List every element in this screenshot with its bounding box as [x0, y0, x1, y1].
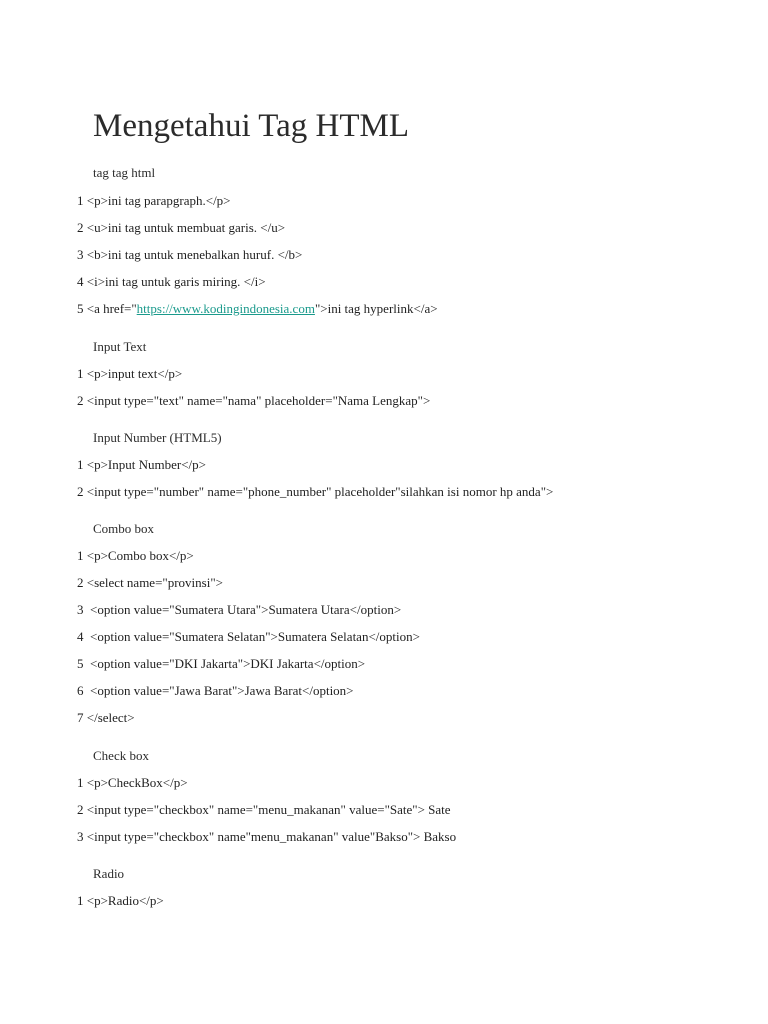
section-label-radio: Radio: [93, 866, 125, 881]
code-line: [77, 802, 451, 818]
code-text: <u>ini tag untuk membuat garis. </u>: [86, 220, 286, 235]
code-line: [77, 775, 188, 791]
code-line: [77, 220, 285, 236]
code-text: ">ini tag hyperlink</a>: [314, 301, 438, 316]
line-number: 4: [77, 274, 84, 289]
code-line: [77, 301, 438, 317]
line-number: 2: [77, 393, 84, 408]
code-text: <input type="text" name="nama" placeholder="Nama Lengkap">: [86, 393, 431, 408]
line-number: 3: [77, 247, 84, 262]
code-text: <p>CheckBox</p>: [86, 775, 188, 790]
hyperlink[interactable]: https://www.kodingindonesia.com: [136, 301, 315, 316]
code-text: <input type="checkbox" name="menu_makanan" value="Sate"> Sate: [86, 802, 451, 817]
code-text: <input type="number" name="phone_number" placeholder"silahkan isi nomor hp anda">: [86, 484, 554, 499]
line-number: 1: [77, 893, 84, 908]
section-label-input-text: Input Text: [93, 339, 147, 354]
page-title: Mengetahui Tag HTML: [93, 108, 410, 144]
code-text: <p>ini tag parapgraph.</p>: [86, 193, 231, 208]
code-line: [77, 683, 354, 699]
code-text: <i>ini tag untuk garis miring. </i>: [86, 274, 266, 289]
code-text: <option value="Sumatera Utara">Sumatera Utara</option>: [86, 602, 402, 617]
code-line: [77, 893, 164, 909]
section-label-check-box: Check box: [93, 748, 149, 763]
line-number: 1: [77, 193, 84, 208]
line-number: 3: [77, 602, 84, 617]
code-text: <option value="Jawa Barat">Jawa Barat</option>: [86, 683, 354, 698]
code-text: <p>Combo box</p>: [86, 548, 194, 563]
line-number: 2: [77, 802, 84, 817]
section-label-combo-box: Combo box: [93, 521, 155, 536]
code-text: <p>input text</p>: [86, 366, 183, 381]
code-line: [77, 575, 223, 591]
code-text: <option value="DKI Jakarta">DKI Jakarta</option>: [86, 656, 366, 671]
code-text: <option value="Sumatera Selatan">Sumatera Selatan</option>: [86, 629, 420, 644]
line-number: 7: [77, 710, 84, 725]
line-number: 5: [77, 301, 84, 316]
code-line: [77, 247, 302, 263]
code-line: [77, 602, 401, 618]
line-number: 2: [77, 484, 84, 499]
code-line: [77, 393, 430, 409]
code-line: [77, 548, 194, 564]
code-line: [77, 274, 266, 290]
code-text: <b>ini tag untuk menebalkan huruf. </b>: [86, 247, 303, 262]
line-number: 1: [77, 366, 84, 381]
line-number: 1: [77, 548, 84, 563]
code-line: [77, 629, 420, 645]
code-text: </select>: [86, 710, 135, 725]
code-line: [77, 656, 365, 672]
line-number: 1: [77, 457, 84, 472]
code-line: [77, 484, 553, 500]
code-text: <p>Input Number</p>: [86, 457, 206, 472]
line-number: 6: [77, 683, 84, 698]
section-label-input-number: Input Number (HTML5): [93, 430, 222, 445]
code-text: <input type="checkbox" name"menu_makanan" value"Bakso"> Bakso: [86, 829, 457, 844]
code-line: [77, 710, 135, 726]
code-text: <select name="provinsi">: [86, 575, 223, 590]
section-label-tag-html: tag tag html: [93, 165, 156, 180]
line-number: 1: [77, 775, 84, 790]
code-line: [77, 366, 182, 382]
line-number: 5: [77, 656, 84, 671]
code-line: [77, 829, 456, 845]
line-number: 4: [77, 629, 84, 644]
code-text: <p>Radio</p>: [86, 893, 164, 908]
line-number: 2: [77, 575, 84, 590]
line-number: 3: [77, 829, 84, 844]
code-line: [77, 193, 231, 209]
line-number: 2: [77, 220, 84, 235]
code-line: [77, 457, 206, 473]
code-text: <a href=": [86, 301, 137, 316]
